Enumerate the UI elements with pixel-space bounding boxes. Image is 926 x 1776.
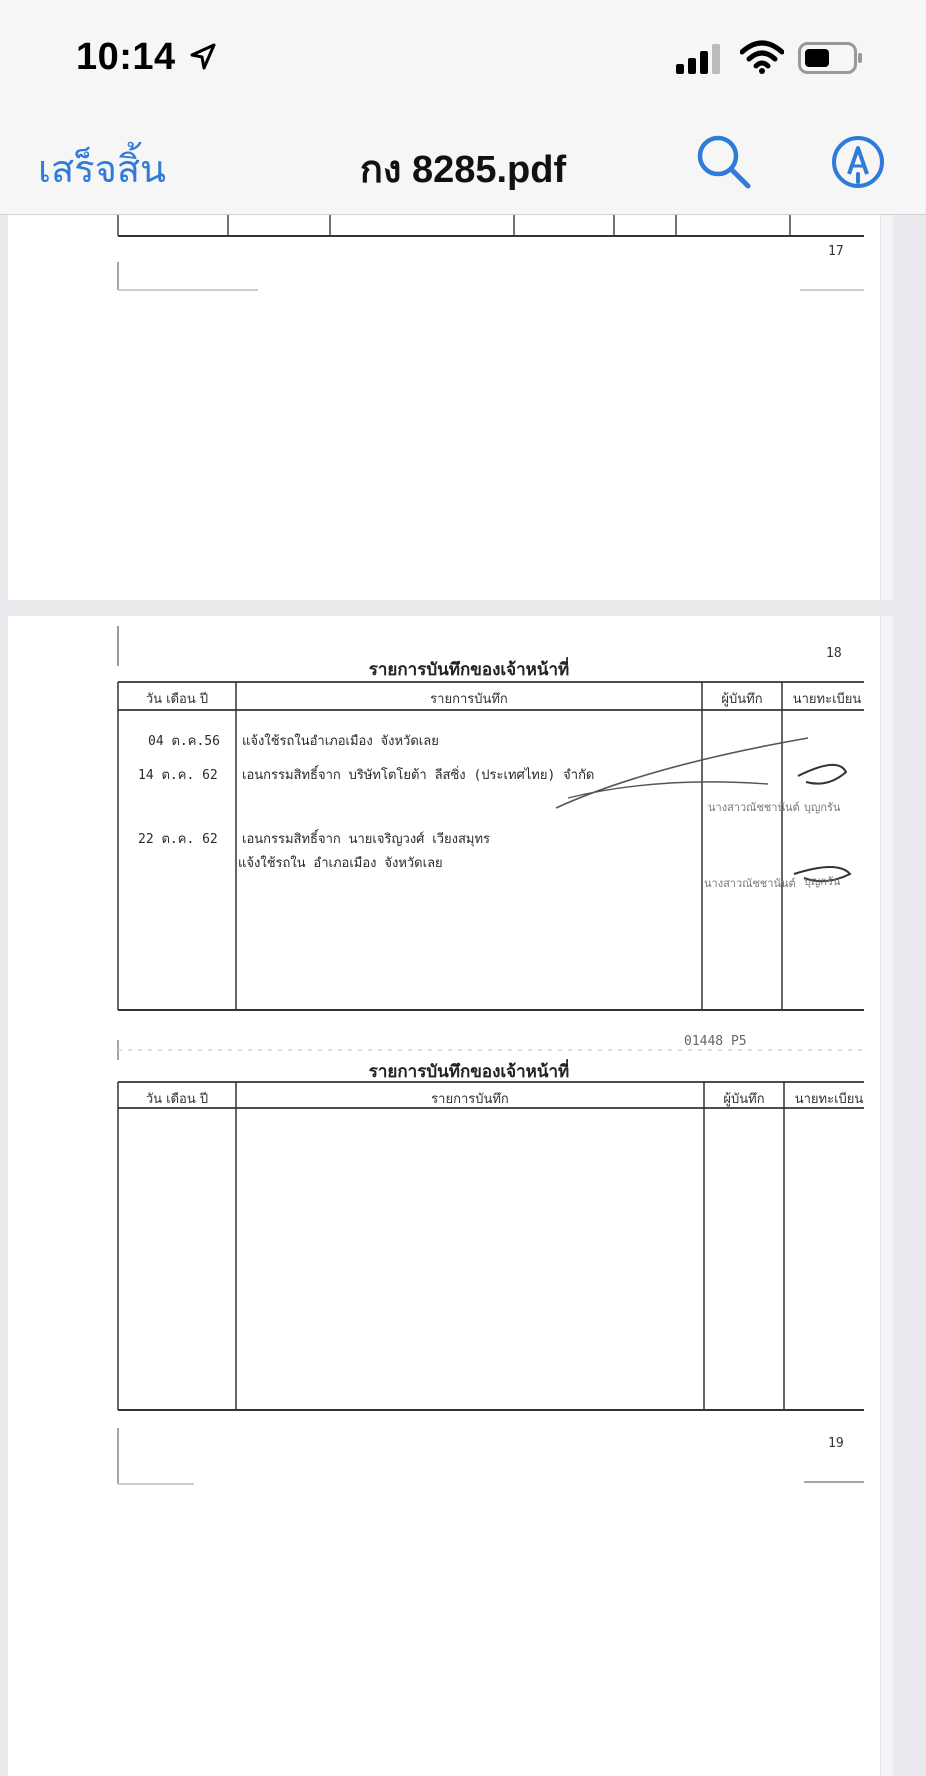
top-bar <box>0 0 926 215</box>
column-header-record: รายการบันทึก <box>430 692 508 707</box>
column-header-date: วัน เดือน ปี <box>145 1092 209 1107</box>
entry-date: 22 ต.ค. 62 <box>138 832 218 847</box>
column-header-registrar: นายทะเบียน <box>794 1092 864 1107</box>
location-arrow-icon <box>188 42 218 72</box>
entry-registrar: บุญกรัน <box>804 801 841 814</box>
form-title: รายการบันทึกของเจ้าหน้าที่ <box>368 1062 570 1082</box>
wifi-icon <box>740 40 784 74</box>
page-17-table-lines <box>8 214 880 600</box>
page-number: 19 <box>828 1436 844 1451</box>
form-grid-lines <box>8 616 880 1776</box>
page-number: 18 <box>826 646 842 661</box>
serial-number-fragment: 01448 P5 <box>684 1034 747 1049</box>
entry-text: แจ้งใช้รถในอำเภอเมือง จังหวัดเลย <box>242 734 439 749</box>
done-button[interactable]: เสร็จสิ้น <box>38 147 167 191</box>
column-header-recorder: ผู้บันทึก <box>721 692 763 707</box>
document-title <box>0 138 926 199</box>
entry-recorder: นางสาวณัชชานันต์ <box>708 801 800 814</box>
entry-registrar: บุญกรัน <box>804 875 841 888</box>
column-header-date: วัน เดือน ปี <box>145 692 209 707</box>
status-time: 10:14 <box>76 36 176 78</box>
entry-date: 04 ต.ค.56 <box>148 734 220 749</box>
entry-text: เอนกรรมสิทธิ์จาก บริษัทโตโยต้า ลีสซิ่ง (ประเทศไทย) จำกัด <box>242 768 595 783</box>
entry-date: 14 ต.ค. 62 <box>138 768 218 783</box>
pdf-page-18-19 <box>8 616 880 1776</box>
page-edge <box>880 616 893 1776</box>
column-header-record: รายการบันทึก <box>431 1092 509 1107</box>
form-title: รายการบันทึกของเจ้าหน้าที่ <box>368 660 570 680</box>
entry-recorder: นางสาวณัชชานันต์ <box>704 877 796 890</box>
page-number: 17 <box>828 244 844 259</box>
pdf-page-17 <box>8 214 880 600</box>
column-header-registrar: นายทะเบียน <box>792 692 862 707</box>
search-icon[interactable] <box>696 134 754 192</box>
column-header-recorder: ผู้บันทึก <box>723 1092 765 1107</box>
cellular-signal-icon <box>676 44 724 74</box>
battery-icon <box>798 42 864 74</box>
entry-text: แจ้งใช้รถใน อำเภอเมือง จังหวัดเลย <box>238 856 443 871</box>
document-title-text: กง 8285.pdf <box>359 149 567 191</box>
markup-pen-icon[interactable] <box>830 134 886 190</box>
entry-text: เอนกรรมสิทธิ์จาก นายเจริญวงศ์ เวียงสมุทร <box>242 832 491 847</box>
page-edge <box>880 214 893 600</box>
